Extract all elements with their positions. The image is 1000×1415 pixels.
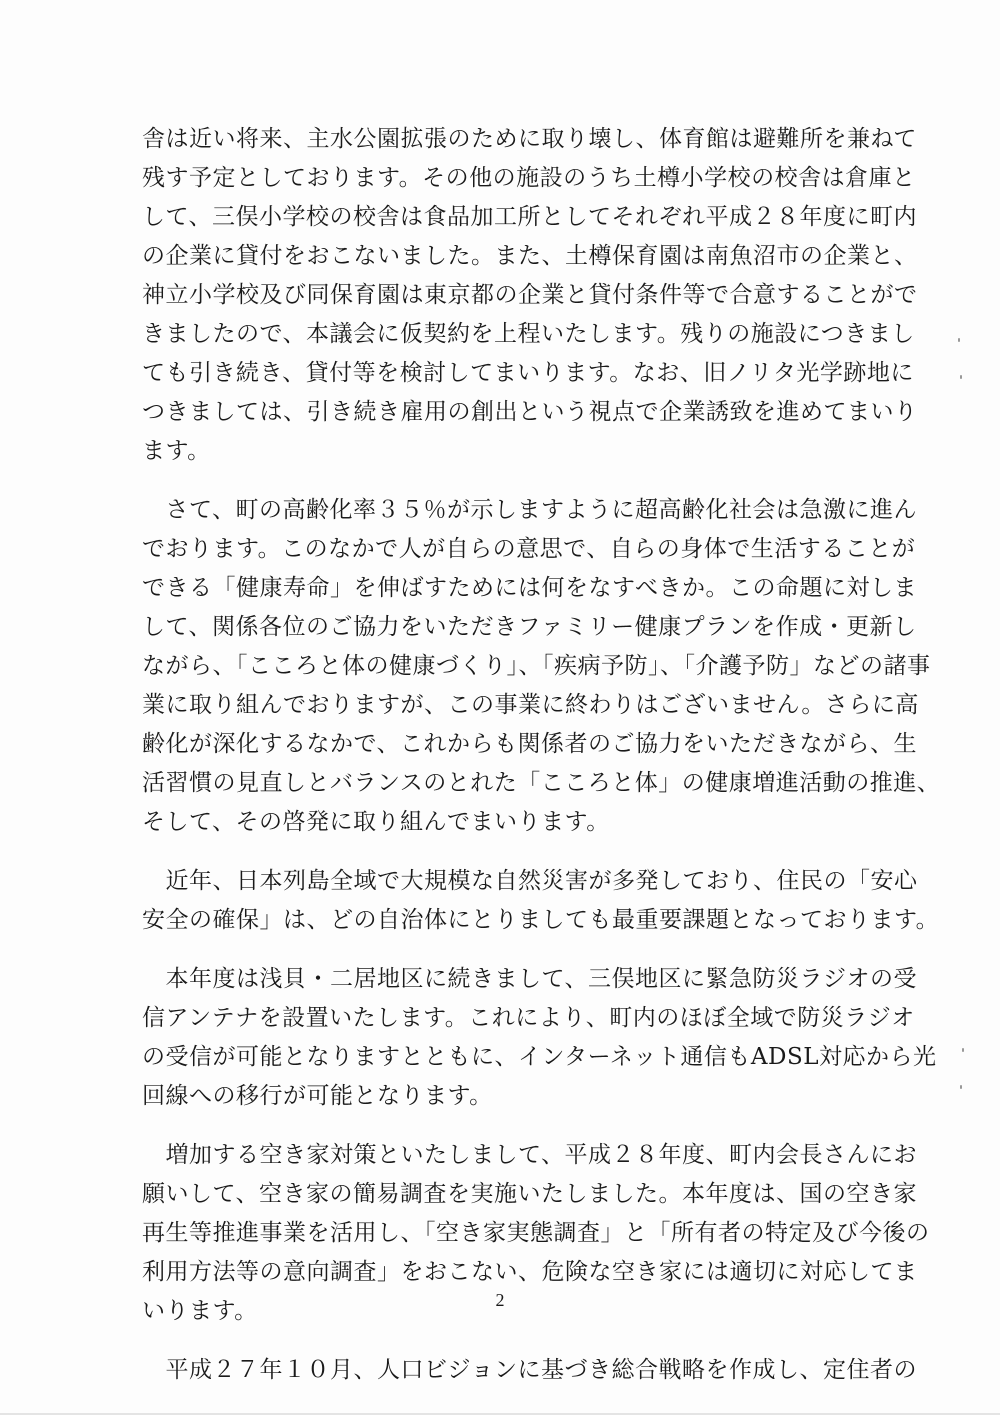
text-line: そして、その啓発に取り組んでまいります。 [142,809,610,835]
document-body [142,120,941,1410]
text-line: ながら、「こころと体の健康づくり」、「疾病予防」、「介護予防」などの諸事 [142,653,931,679]
text-line: いります。 [142,1298,258,1324]
paragraph-disaster-radio [142,960,937,1116]
text-line: 利用方法等の意向調査」をおこない、危険な空き家には適切に対応してま [142,1259,918,1285]
text-line: 近年、日本列島全域で大規模な自然災害が多発しており、住民の「安心 [142,868,918,894]
text-line: 業に取り組んでおりますが、この事業に終わりはございません。さらに高 [142,692,919,718]
text-line: きましたので、本議会に仮契約を上程いたします。残りの施設につきまし [142,321,915,347]
paragraph-aging-health [142,491,941,842]
text-line: して、三俣小学校の校舎は食品加工所としてそれぞれ平成２８年度に町内 [142,204,918,230]
text-line: 増加する空き家対策といたしまして、平成２８年度、町内会長さんにお [142,1142,918,1168]
text-line: つきましては、引き続き雇用の創出という視点で企業誘致を進めてまいり [142,399,918,425]
text-line: 齢化が深化するなかで、これからも関係者のご協力をいただきながら、生 [142,731,918,757]
text-line: 安全の確保」は、どの自治体にとりましても最重要課題となっております。 [142,907,940,933]
text-line: 願いして、空き家の簡易調査を実施いたしました。本年度は、国の空き家 [142,1181,918,1207]
text-line: さて、町の高齢化率３５％が示しますように超高齢化社会は急激に進ん [142,497,918,523]
text-line: 信アンテナを設置いたします。これにより、町内のほぼ全域で防災ラジオ [142,1005,915,1031]
text-line: ます。 [142,438,211,464]
scan-speck [960,1085,962,1089]
text-line: 本年度は浅貝・二居地区に続きまして、三俣地区に緊急防災ラジオの受 [142,966,918,992]
text-line: の企業に貸付をおこないました。また、土樽保育園は南魚沼市の企業と、 [142,243,918,269]
text-line: できる「健康寿命」を伸ばすためには何をなすべきか。この命題に対しま [142,575,918,601]
text-line: 活習慣の見直しとバランスのとれた「こころと体」の健康増進活動の推進、 [142,770,941,796]
page-number: 2 [495,1290,505,1310]
text-line: でおります。このなかで人が自らの意思で、自らの身体で生活することが [142,536,916,562]
paragraph-disaster-safety [142,862,940,940]
text-line: 再生等推進事業を活用し、「空き家実態調査」と「所有者の特定及び今後の [142,1220,930,1246]
scan-speck [958,338,960,342]
text-line: 神立小学校及び同保育園は東京都の企業と貸付条件等で合意することがで [142,282,918,308]
scan-speck [960,375,962,379]
text-line: ても引き続き、貸付等を検討してまいります。なお、旧ノリタ光学跡地に [142,360,914,386]
text-line: 舎は近い将来、主水公園拡張のために取り壊し、体育館は避難所を兼ねて [142,126,917,152]
text-line: 回線への移行が可能となります。 [142,1083,493,1109]
paragraph-facility-reuse [142,120,918,471]
text-line: 平成２７年１０月、人口ビジョンに基づき総合戦略を作成し、定住者の [142,1357,918,1383]
scan-speck [962,1048,964,1052]
text-line: の受信が可能となりますとともに、インターネット通信もADSL対応から光 [142,1044,937,1070]
text-line: 残す予定としております。その他の施設のうち土樽小学校の校舎は倉庫と [142,165,916,191]
paragraph-population-strategy [142,1351,918,1390]
text-line: して、関係各位のご協力をいただきファミリー健康プランを作成・更新し [142,614,917,640]
